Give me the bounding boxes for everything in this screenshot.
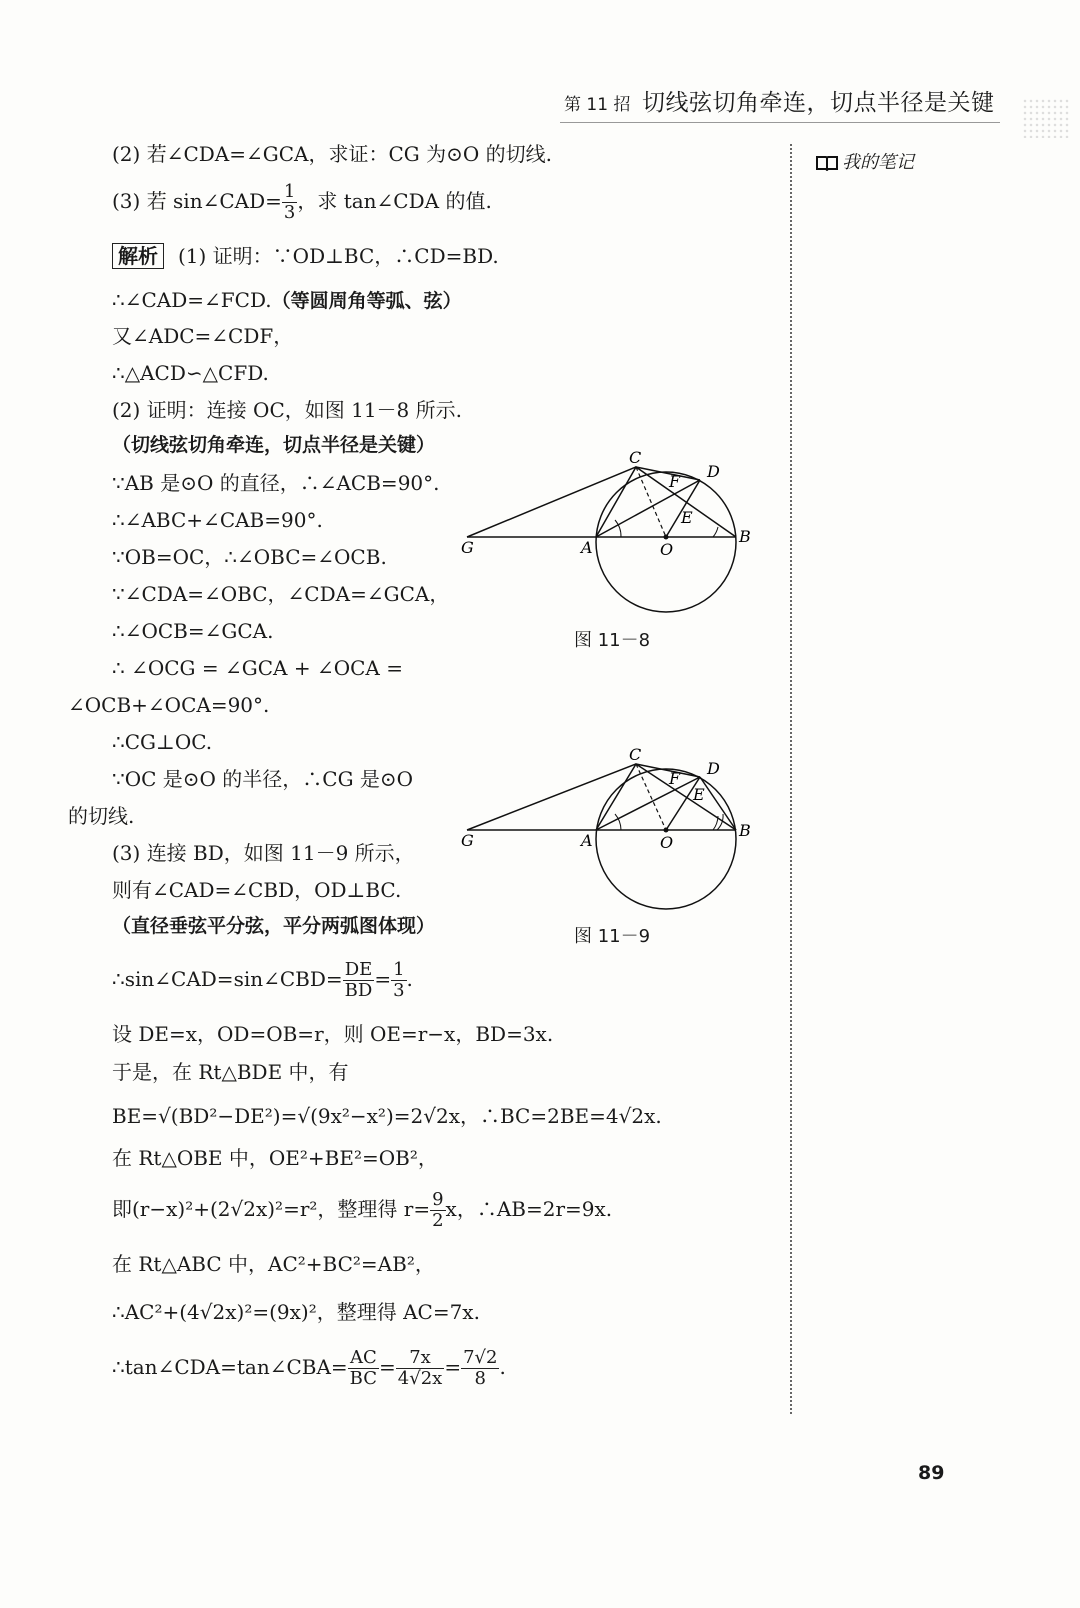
corner-decoration [1022, 98, 1070, 138]
fig1-label-C: C [629, 448, 642, 467]
question-3: (3) 若 sin∠CAD= $\frac{1}{3}$ ，求 tan∠CDA 的值. [112, 181, 492, 223]
solution-line-12: ∴ ∠OCG = ∠GCA + ∠OCA = [112, 656, 403, 680]
running-header [560, 84, 1000, 124]
solution-line-11: ∴∠OCB=∠GCA. [112, 619, 274, 643]
fig2-label-E: E [693, 785, 705, 804]
solution-line-23: BE=√(BD²−DE²)=√(9x²−x²)=2√2x，∴BC=2BE=4√2x. [112, 1104, 662, 1128]
book-icon [816, 155, 838, 171]
page-number: 89 [918, 1462, 945, 1484]
solution-line-21: 设 DE=x，OD=OB=r，则 OE=r−x，BD=3x. [112, 1022, 554, 1046]
solution-line-27: ∴AC²+(4√2x)²=(9x)²，整理得 AC=7x. [112, 1300, 480, 1324]
solution-line-5: (2) 证明：连接 OC，如图 11－8 所示. [112, 398, 462, 422]
fig2-label-A: A [581, 831, 593, 850]
solution-line-10: ∵∠CDA=∠OBC，∠CDA=∠GCA， [112, 582, 450, 606]
figure-11-8-caption: 图 11－8 [574, 630, 651, 651]
notes-divider [790, 144, 792, 1414]
solution-line-17: (3) 连接 BD，如图 11－9 所示， [112, 841, 415, 865]
solution-line-2: ∴∠CAD=∠FCD.（等圆周角等弧、弦） [112, 288, 462, 312]
fig1-label-D: D [707, 462, 720, 481]
solution-line-3: 又∠ADC=∠CDF， [112, 324, 294, 348]
solution-hint-2: （直径垂弦平分弦，平分两弧图体现） [112, 915, 436, 937]
fig2-label-D: D [707, 759, 720, 778]
chapter-number: 第 11 招 [564, 95, 631, 115]
solution-line-24: 在 Rt△OBE 中，OE²+BE²=OB²， [112, 1146, 438, 1170]
solution-hint-1: （切线弦切角牵连，切点半径是关键） [112, 434, 436, 456]
solution-line-7: ∵AB 是⊙O 的直径，∴∠ACB=90°. [112, 471, 440, 495]
fig2-label-O: O [660, 833, 674, 852]
solution-line-8: ∴∠ABC+∠CAB=90°. [112, 508, 323, 532]
fig1-label-O: O [660, 540, 674, 559]
notes-label-text: 我的笔记 [842, 152, 914, 173]
solution-line-25: 即(r−x)²+(2√2x)²=r²，整理得 r= $\frac{9}{2}$ x，∴AB=2r=9x. [112, 1189, 613, 1231]
fig2-label-B: B [739, 821, 751, 840]
solution-line-15: ∵OC 是⊙O 的半径，∴CG 是⊙O [112, 767, 414, 791]
fig1-label-B: B [739, 527, 751, 546]
solution-line-16: 的切线. [68, 804, 135, 828]
solution-line-4: ∴△ACD∽△CFD. [112, 361, 269, 385]
solution-line-1: 解析 (1) 证明：∵OD⊥BC，∴CD=BD. [112, 244, 499, 268]
fig2-label-C: C [629, 745, 642, 764]
fig1-label-G: G [461, 538, 474, 557]
question-2: (2) 若∠CDA=∠GCA，求证：CG 为⊙O 的切线. [112, 142, 552, 166]
fig2-label-F: F [669, 769, 681, 788]
header-rule [560, 122, 1000, 123]
fig1-label-F: F [669, 472, 681, 491]
fig2-label-G: G [461, 831, 474, 850]
fig1-label-A: A [581, 538, 593, 557]
figure-11-9 [455, 742, 765, 927]
figure-11-9-caption: 图 11－9 [574, 926, 651, 947]
notes-label [816, 148, 914, 174]
chapter-title: 切线弦切角牵连，切点半径是关键 [642, 90, 995, 116]
solution-tag: 解析 [112, 243, 164, 269]
fig1-label-E: E [681, 508, 693, 527]
solution-line-13: ∠OCB+∠OCA=90°. [68, 693, 270, 717]
solution-line-26: 在 Rt△ABC 中，AC²+BC²=AB²， [112, 1252, 435, 1276]
solution-line-20: ∴sin∠CAD=sin∠CBD= $\frac{DE}{BD}$ = $\frac{1}{3}$ . [112, 959, 413, 1001]
figure-11-8 [455, 445, 765, 630]
solution-line-9: ∵OB=OC，∴∠OBC=∠OCB. [112, 545, 387, 569]
solution-line-18: 则有∠CAD=∠CBD，OD⊥BC. [112, 878, 402, 902]
solution-line-28: ∴tan∠CDA=tan∠CBA= $\frac{AC}{BC}$ = $\frac{7x}{4√2x}$ = $\frac{7√2}{8}$ . [112, 1347, 506, 1389]
solution-line-22: 于是，在 Rt△BDE 中，有 [112, 1060, 349, 1084]
solution-line-14: ∴CG⊥OC. [112, 730, 213, 754]
